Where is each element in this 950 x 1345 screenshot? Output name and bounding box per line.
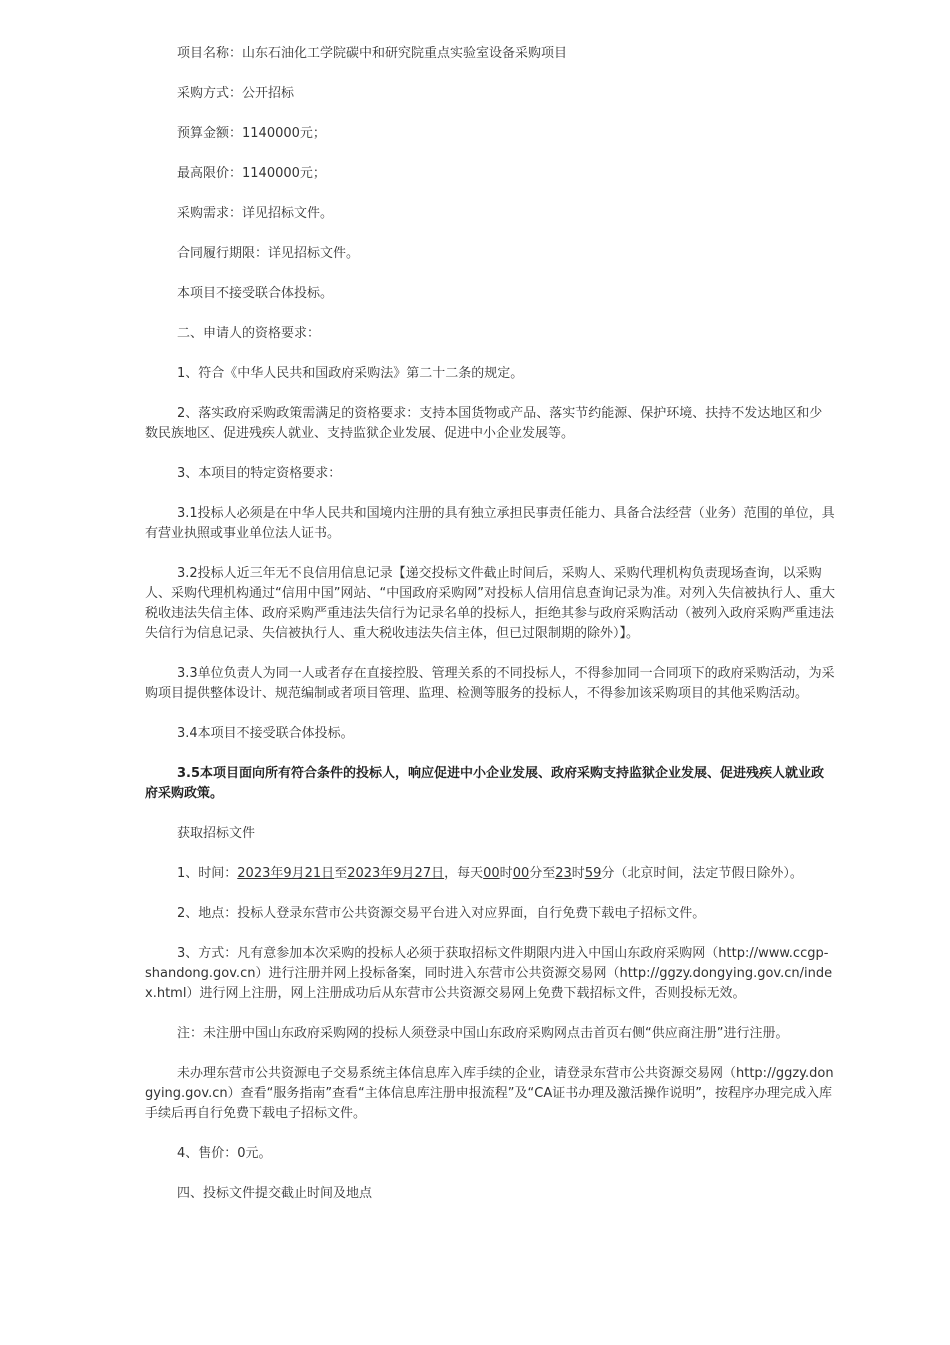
section-heading-qualification: 二、申请人的资格要求：: [177, 326, 321, 341]
qualification-item-3: 3、本项目的特定资格要求：: [177, 466, 342, 481]
qualification-item-3-1: 3.1投标人必须是在中华人民共和国境内注册的具有独立承担民事责任能力、具备合法经营（业务）范围的单位，具有营业执照或事业单位法人证书。: [145, 506, 835, 541]
max-price: 最高限价：1140000元；: [177, 166, 326, 181]
qualification-item-2: 2、落实政府采购政策需满足的资格要求：支持本国货物或产品、落实节约能源、保护环境、扶持不发达地区和少数民族地区、促进残疾人就业、支持监狱企业发展、促进中小企业发展等。: [145, 406, 823, 441]
qualification-item-1: 1、符合《中华人民共和国政府采购法》第二十二条的规定。: [177, 366, 524, 381]
start-date: 2023年9月21日: [237, 866, 335, 881]
no-consortium-note: 本项目不接受联合体投标。: [177, 286, 334, 301]
qualification-item-3-2: 3.2投标人近三年无不良信用信息记录【递交投标文件截止时间后，采购人、采购代理机构负责现场查询，以采购人、采购代理机构通过“信用中国”网站、“中国政府采购网”对投标人信用信息查询记录为准。对列入失信被执行人、重大税收违法失信主体、政府采购严重违法失信行为记录名单的投标人，拒绝其参与政府采购活动（被列入政府采购严重违法失信行为信息记录、失信被执行人、重大税收违法失信主体，但已过限制期的除外）】。: [145, 566, 835, 641]
document-price: 4、售价：0元。: [177, 1146, 272, 1161]
obtain-method: 3、方式：凡有意参加本次采购的投标人必须于获取招标文件期限内进入中国山东政府采购网（http://www.ccgp-shandong.gov.cn）进行注册并网上投标备案，同时进入东营市公共资源交易网（http://ggzy.dongying.gov.cn/index.html）进行网上注册，网上注册成功后从东营市公共资源交易网上免费下载招标文件，否则投标无效。: [145, 946, 833, 1001]
contract-period: 合同履行期限：详见招标文件。: [177, 246, 360, 261]
section-heading-obtain-documents: 获取招标文件: [177, 826, 256, 841]
time-suffix: 分（北京时间，法定节假日除外）。: [601, 866, 803, 881]
start-minute: 00: [512, 866, 530, 881]
end-date: 2023年9月27日: [347, 866, 445, 881]
procurement-requirement: 采购需求：详见招标文件。: [177, 206, 334, 221]
section-heading-submission-deadline: 四、投标文件提交截止时间及地点: [177, 1186, 373, 1201]
procurement-method: 采购方式：公开招标: [177, 86, 295, 101]
time-daily: ，每天: [444, 866, 484, 881]
time-minute-to: 分至: [529, 866, 556, 881]
registration-note: 注：未注册中国山东政府采购网的投标人须登录中国山东政府采购网点击首页右侧“供应商注册”进行注册。: [177, 1026, 789, 1041]
obtain-location: 2、地点：投标人登录东营市公共资源交易平台进入对应界面，自行免费下载电子招标文件。: [177, 906, 706, 921]
budget-amount: 预算金额：1140000元；: [177, 126, 326, 141]
end-hour: 23: [555, 866, 572, 881]
end-minute: 59: [584, 866, 602, 881]
document-body: [145, 44, 835, 1224]
time-prefix: 1、时间：: [177, 866, 238, 881]
qualification-item-3-3: 3.3单位负责人为同一人或者存在直接控股、管理关系的不同投标人，不得参加同一合同项下的政府采购活动，为采购项目提供整体设计、规范编制或者项目管理、监理、检测等服务的投标人，不得参加该采购项目的其他采购活动。: [145, 666, 835, 701]
obtain-time: [145, 864, 835, 884]
project-name: 项目名称：山东石油化工学院碳中和研究院重点实验室设备采购项目: [177, 46, 568, 61]
qualification-item-3-4: 3.4本项目不接受联合体投标。: [177, 726, 354, 741]
time-hour-unit: 时: [499, 866, 513, 881]
time-to: 至: [334, 866, 348, 881]
time-hour-unit-2: 时: [571, 866, 585, 881]
start-hour: 00: [483, 866, 500, 881]
entity-library-note: 未办理东营市公共资源电子交易系统主体信息库入库手续的企业，请登录东营市公共资源交易网（http://ggzy.dongying.gov.cn）查看“服务指南”查看“主体信息库注册申报流程”及“CA证书办理及激活操作说明”，按程序办理完成入库手续后再自行免费下载电子招标文件。: [145, 1066, 834, 1121]
qualification-item-3-5: 3.5本项目面向所有符合条件的投标人，响应促进中小企业发展、政府采购支持监狱企业发展、促进残疾人就业政府采购政策。: [145, 766, 825, 801]
